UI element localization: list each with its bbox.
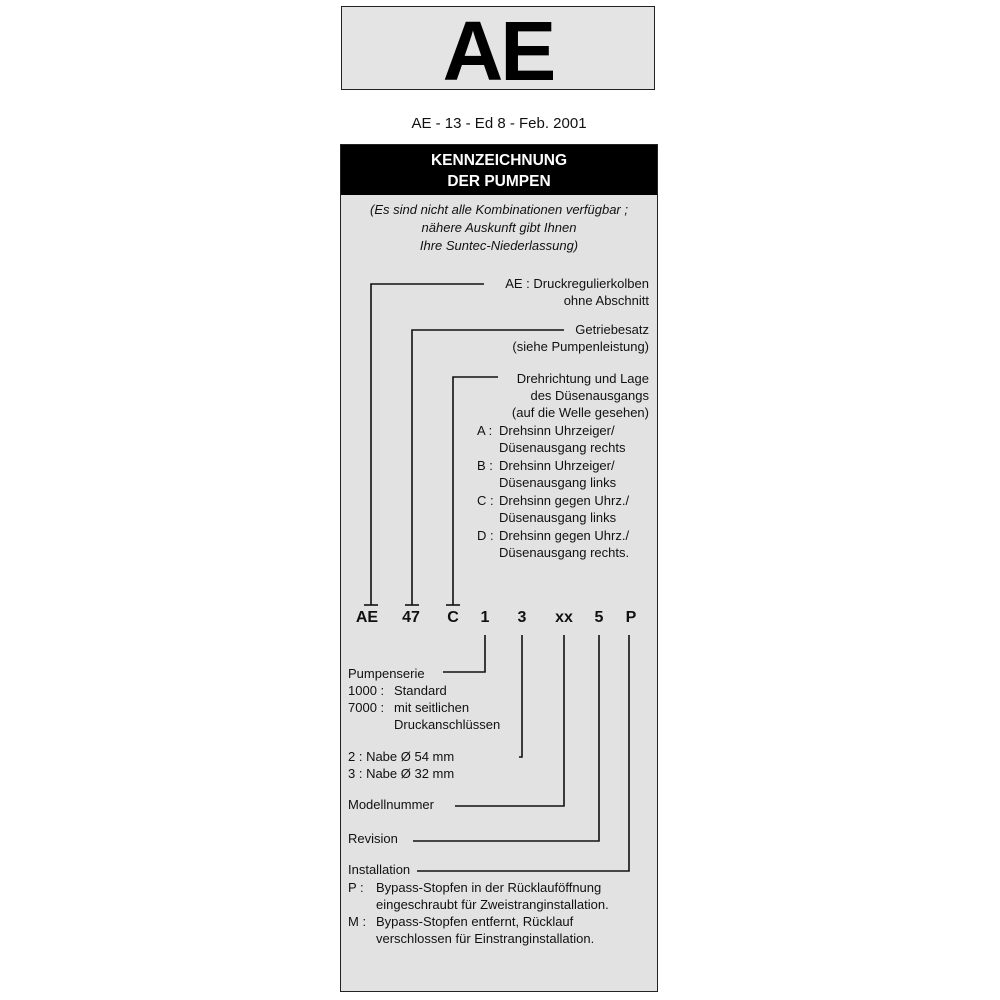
ae-label [505, 275, 649, 309]
option-key: C : [477, 493, 494, 508]
install-option-m [348, 913, 594, 947]
series-key: 1000 : [348, 683, 385, 698]
rotation-label-line: (auf die Welle gesehen) [511, 405, 649, 420]
ae-connector [371, 284, 484, 605]
rotation-label [512, 370, 649, 421]
code-revision: 5 [594, 609, 604, 626]
option-text: Düsenausgang links [499, 510, 617, 525]
series-value: mit seitlichen [394, 700, 470, 715]
install-text: Bypass-Stopfen in der Rücklauföffnung [376, 880, 602, 895]
hub-connector [519, 635, 522, 757]
code-series-prefix: AE [355, 609, 379, 626]
note-line: Ihre Suntec-Niederlassung) [419, 238, 579, 253]
gear-label-line: Getriebesatz [575, 322, 649, 337]
rotation-option-d [477, 527, 629, 561]
code-gear: 47 [402, 609, 420, 626]
option-key: B : [477, 458, 493, 473]
code-model: xx [555, 609, 573, 626]
note-line: (Es sind nicht alle Kombinationen verfügbar ; [370, 202, 628, 217]
code-hub: 3 [517, 609, 527, 626]
rotation-option-b [477, 457, 616, 491]
series-1000 [348, 682, 447, 699]
gear-label [512, 321, 649, 355]
series-value: Standard [394, 683, 447, 698]
install-text: Bypass-Stopfen entfernt, Rücklauf [376, 914, 574, 929]
series-7000 [348, 699, 500, 733]
install-text: eingeschraubt für Zweistranginstallation. [376, 897, 609, 912]
option-text: Düsenausgang rechts. [499, 545, 630, 560]
option-key: A : [477, 423, 493, 438]
model-label: Modellnummer [348, 797, 434, 812]
rotation-label-line: Drehrichtung und Lage [516, 371, 649, 386]
rotation-connector [453, 377, 498, 605]
header-line-2: DER PUMPEN [447, 173, 551, 190]
option-text: Düsenausgang rechts [499, 440, 626, 455]
series-label: Pumpenserie [348, 666, 425, 681]
header-line-1: KENNZEICHNUNG [430, 152, 568, 169]
hub-option-2: 2 : Nabe Ø 54 mm [348, 749, 455, 764]
installation-label: Installation [348, 862, 411, 877]
rotation-label-line: des Düsenausgangs [530, 388, 649, 403]
ae-label-line: AE : Druckregulierkolben [505, 276, 649, 291]
ae-label-line: ohne Abschnitt [563, 293, 649, 308]
install-option-p [348, 879, 609, 913]
series-value: Druckanschlüssen [394, 717, 501, 732]
hub-option-3: 3 : Nabe Ø 32 mm [348, 766, 455, 781]
title-box [341, 4, 655, 98]
install-text: verschlossen für Einstranginstallation. [376, 931, 595, 946]
option-text: Drehsinn Uhrzeiger/ [499, 458, 615, 473]
rotation-option-c [477, 492, 629, 526]
install-key: P : [348, 880, 364, 895]
revision-label: Revision [348, 831, 398, 846]
designation-panel [340, 144, 658, 992]
option-text: Drehsinn Uhrzeiger/ [499, 423, 615, 438]
rotation-option-a [477, 422, 625, 456]
series-connector [443, 635, 485, 672]
page-title: AE [442, 4, 554, 98]
option-text: Drehsinn gegen Uhrz./ [499, 528, 630, 543]
install-key: M : [348, 914, 367, 929]
gear-label-line: (siehe Pumpenleistung) [512, 339, 649, 354]
series-key: 7000 : [348, 700, 385, 715]
note-line: nähere Auskunft gibt Ihnen [421, 220, 577, 235]
code-series: 1 [480, 609, 490, 626]
code-rotation: C [447, 609, 459, 626]
edition-line: AE - 13 - Ed 8 - Feb. 2001 [411, 115, 587, 132]
option-text: Düsenausgang links [499, 475, 617, 490]
revision-connector [413, 635, 599, 841]
option-text: Drehsinn gegen Uhrz./ [499, 493, 630, 508]
option-key: D : [477, 528, 494, 543]
code-installation: P [625, 609, 637, 626]
